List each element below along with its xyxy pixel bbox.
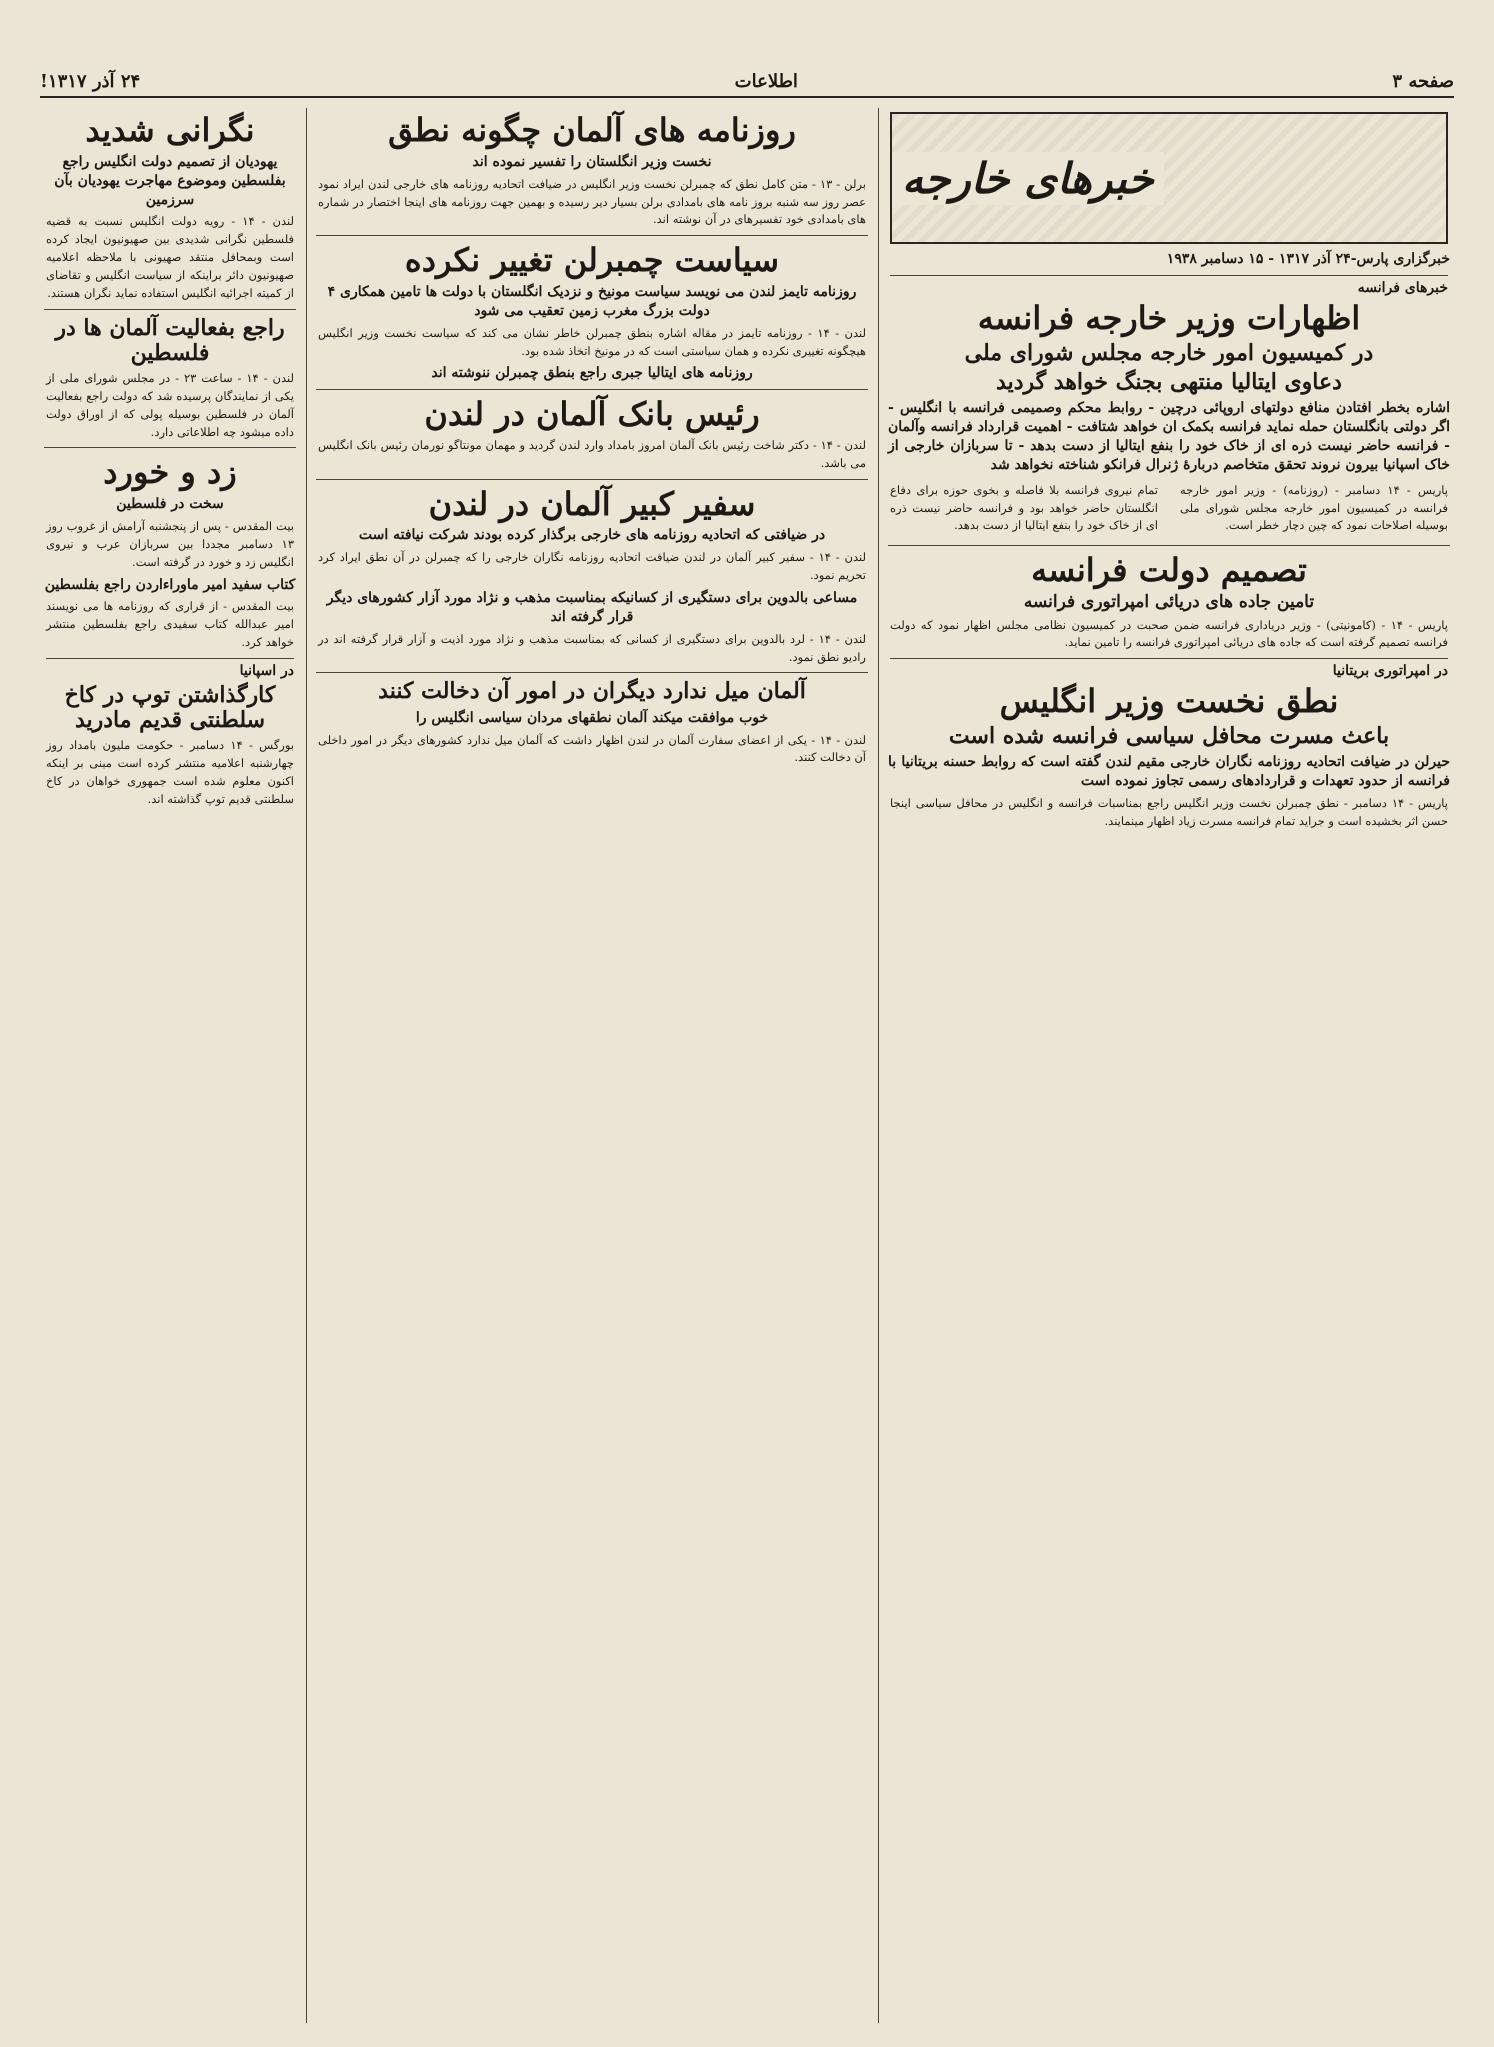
subheadline: در کمیسیون امور خارجه مجلس شورای ملی xyxy=(964,339,1374,366)
headline: نگرانی شدید xyxy=(85,111,255,149)
article-body: لندن - ۱۴ - دکتر شاخت رئیس بانک آلمان امروز بامداد وارد لندن گردید و مهمان مونتاگو نورمان رئیس بانک انگلیس می باشد. xyxy=(318,438,866,470)
article-body: لندن - ۱۴ - یکی از اعضای سفارت آلمان در لندن اظهار داشت که آلمان میل ندارد کشورهای دیگر در امور داخلی آن دخالت کنند. xyxy=(318,732,867,765)
article-body: بیت المقدس - پس از پنجشنبه آرامش از غروب روز ۱۳ دسامبر مجددا بین سربازان عرب و نیروی انگلیس زد و خورد در گرفته است. xyxy=(46,519,294,569)
lead-paragraph: حیرلن در ضیافت اتحادیه روزنامه نگاران خارجی مقیم لندن گفته است که روابط حسنه بریتانیا با فرانسه از حدود تعهدات و قراردادهای رسمی تجاوز نموده است xyxy=(888,754,1450,790)
divider xyxy=(316,479,868,480)
article-body: تمام نیروی فرانسه بلا فاصله و بخوی حوزه برای دفاع انگلستان حاضر خواهد بود و فرانسه حاضر نیست ذره ای از خاک خود را بنفع ایتالیا از دست بدهد. xyxy=(890,482,1158,533)
lead-paragraph: اشاره بخطر افتادن منافع دولتهای اروپائی درچین - روابط محکم وصمیمی فرانسه با انگلیس - اگر دولتی بانگلستان حمله نماید فرانسه بکمک ان خواهد شتافت - اهمیت قرارداد فرانسه وآلمان - فرانسه حاضر نیست ذره ای از خاک خود را بنفع ایتالیا از دست بدهد - تا سربازان خارجی از خاک اسپانیا بیرون نروند تحقق متخاصم دربارهٔ ژنرال فرانکو شناخته نخواهد شد xyxy=(888,400,1450,473)
note-headline: مساعی بالدوین برای دستگیری از کسانیکه بمناسبت مذهب و نژاد مورد آزار کشورهای دیگر قرار گرفته اند xyxy=(326,589,858,625)
left-column xyxy=(40,108,300,2023)
paper-name: اطلاعات xyxy=(734,71,798,92)
column-rule xyxy=(306,108,307,2023)
divider xyxy=(44,309,296,310)
foreign-news-banner xyxy=(890,112,1448,244)
subheadline: روزنامه تایمز لندن می نویسد سیاست مونیخ و نزدیک انگلستان با دولت ها تامین همکاری ۴ دولت بزرگ مغرب زمین تعقیب می شود xyxy=(327,283,857,319)
headline: اظهارات وزیر خارجه فرانسه xyxy=(977,298,1361,337)
divider xyxy=(44,447,296,448)
article-body: لندن - ۱۴ - ساعت ۲۳ - در مجلس شورای ملی از یکی از نمایندگان پرسیده شد که دولت راجع بفعالیت آلمان در فلسطین بوسیله پولی که از اوراق دولت داده میشود چه اطلاعاتی دارد. xyxy=(46,371,294,439)
article-body: پاریس - ۱۴ - (کامونیتی) - وزیر دریاداری فرانسه ضمن صحبت در کمیسیون نظامی مجلس اظهار نمود که دولت فرانسه تصمیم گرفته است که جاده های دریائی امپراتوری فرانسه را تامین نماید. xyxy=(890,617,1448,650)
article-body: پاریس - ۱۴ دسامبر - نطق چمبرلن نخست وزیر انگلیس راجع بمناسبات فرانسه و انگلیس در محافل سیاسی اینجا حسن اثر بخشیده است و جراید تمام فرانسه مسرت زیاد اظهار مینمایند. xyxy=(890,796,1448,828)
note-headline: روزنامه های ایتالیا جبری راجع بنطق چمبرلن ننوشته اند xyxy=(431,365,753,382)
headline: نطق نخست وزیر انگلیس xyxy=(999,682,1339,721)
headline: راجع بفعالیت آلمان ها در فلسطین xyxy=(55,314,285,366)
masthead xyxy=(40,62,1454,98)
article-body: لندن - ۱۴ - رویه دولت انگلیس نسبت به قضیه فلسطین نگرانی شدیدی بین صهیونیون ایجاد کرده است وبمحافل منتقد صهیونی با ملاحظه اعلامیه صهیونیون دائر براینکه از سیاست انگلیس و تقاضای از کمیته اجرائیه انگلیس استفاده نماید نگران هستند. xyxy=(46,214,294,300)
headline: روزنامه های آلمان چگونه نطق xyxy=(388,111,796,149)
subheadline: خوب موافقت میکند آلمان نطقهای مردان سیاسی انگلیس را xyxy=(415,709,769,726)
headline: سیاست چمبرلن تغییر نکرده xyxy=(404,241,780,280)
subheadline: باعث مسرت محافل سیاسی فرانسه شده است xyxy=(948,723,1390,750)
headline: سفیر کبیر آلمان در لندن xyxy=(428,484,756,523)
article-body: لندن - ۱۴ - سفیر کبیر آلمان در لندن ضیافت اتحادیه روزنامه نگاران خارجی را که چمبرلن در آن نطق ایراد کرد تحریم نمود. xyxy=(318,550,866,583)
section-label: در اسپانیا xyxy=(46,658,294,679)
subheadline: دعاوی ایتالیا منتهی بجنگ خواهد گردید xyxy=(996,368,1342,395)
column-rule xyxy=(878,108,879,2023)
section-label: خبرهای فرانسه xyxy=(890,275,1448,296)
article-body: لندن - ۱۴ - روزنامه تایمز در مقاله اشاره بنطق چمبرلن خاطر نشان می کند که سیاست نخست وزیر انگلیس هیچگونه تغییری نکرده و همان سیاستی است که در مونیخ اتخاذ شده بود. xyxy=(318,325,866,358)
article-body: برلن - ۱۳ - متن کامل نطق که چمبرلن نخست وزیر انگلیس در ضیافت اتحادیه روزنامه های خارجی لندن ایراد نمود عصر روز سه شنبه بروز نامه های بامدادی برلن بسیار دیر رسیده و بهمین جهت روزنامه های اینجا اختصار در شماره های بامدادی خود تفسیرهای در آن نوشته اند. xyxy=(318,176,866,227)
article-body: پاریس - ۱۴ دسامبر - (روزنامه) - وزیر امور خارجه فرانسه در کمیسیون امور خارجه مجلس شورای ملی بوسیله اصلاحات نمود که چین دچار خطر است. xyxy=(1180,482,1448,533)
headline: آلمان میل ندارد دیگران در امور آن دخالت کنند xyxy=(378,678,806,705)
article-body: بیت المقدس - از قراری که روزنامه ها می نویسند امیر عبدالله کتاب سفیدی راجع بفلسطین منتشر خواهد کرد. xyxy=(46,599,294,650)
right-column xyxy=(884,108,1454,2023)
subheadline: سخت در فلسطین xyxy=(116,496,224,513)
headline: زد و خورد xyxy=(103,453,237,492)
article-body: بورگس - ۱۴ دسامبر - حکومت ملیون بامداد روز چهارشنبه اعلامیه منتشر کرده است مبنی بر اینکه اکنون معلوم شده است جمهوری خواهان در کاخ سلطنتی قدیم توپ گذاشته اند. xyxy=(46,738,294,806)
divider xyxy=(316,235,868,236)
page-label: صفحه ۳ xyxy=(1392,71,1454,92)
divider xyxy=(888,545,1450,546)
dateline: خبرگزاری پارس-۲۴ آذر ۱۳۱۷ - ۱۵ دسامبر ۱۹۳۸ xyxy=(1166,251,1450,267)
divider xyxy=(316,389,868,390)
article-body: لندن - ۱۴ - لرد بالدوین برای دستگیری از کسانی که بمناسبت مذهب و نژاد مورد اذیت و آزار قرار گرفته اند در رادیو نطق نمود. xyxy=(318,631,867,664)
subheadline: در ضیافتی که اتحادیه روزنامه های خارجی برگذار کرده بودند شرکت نیافته است xyxy=(358,527,826,544)
section-label: در امپراتوری بریتانیا xyxy=(890,658,1448,679)
issue-date: ۲۴ آذر ۱۳۱۷! xyxy=(40,71,141,92)
subheadline: تامین جاده های دریائی امپراتوری فرانسه xyxy=(1023,592,1315,613)
headline: کارگذاشتن توپ در کاخ سلطنتی قدیم مادرید xyxy=(64,681,276,734)
middle-column xyxy=(312,108,872,2023)
subheadline: نخست وزیر انگلستان را تفسیر نموده اند xyxy=(472,153,712,170)
banner-title: خبرهای خارجه xyxy=(892,152,1164,205)
subheadline: یهودیان از تصمیم دولت انگلیس راجع بفلسطین وموضوع مهاجرت یهودیان بآن سرزمین xyxy=(54,153,286,208)
headline: تصمیم دولت فرانسه xyxy=(1031,551,1307,590)
note-headline: کتاب سفید امیر ماوراءاردن راجع بفلسطین xyxy=(44,576,296,593)
headline: رئیس بانک آلمان در لندن xyxy=(424,395,760,434)
divider xyxy=(316,672,868,673)
